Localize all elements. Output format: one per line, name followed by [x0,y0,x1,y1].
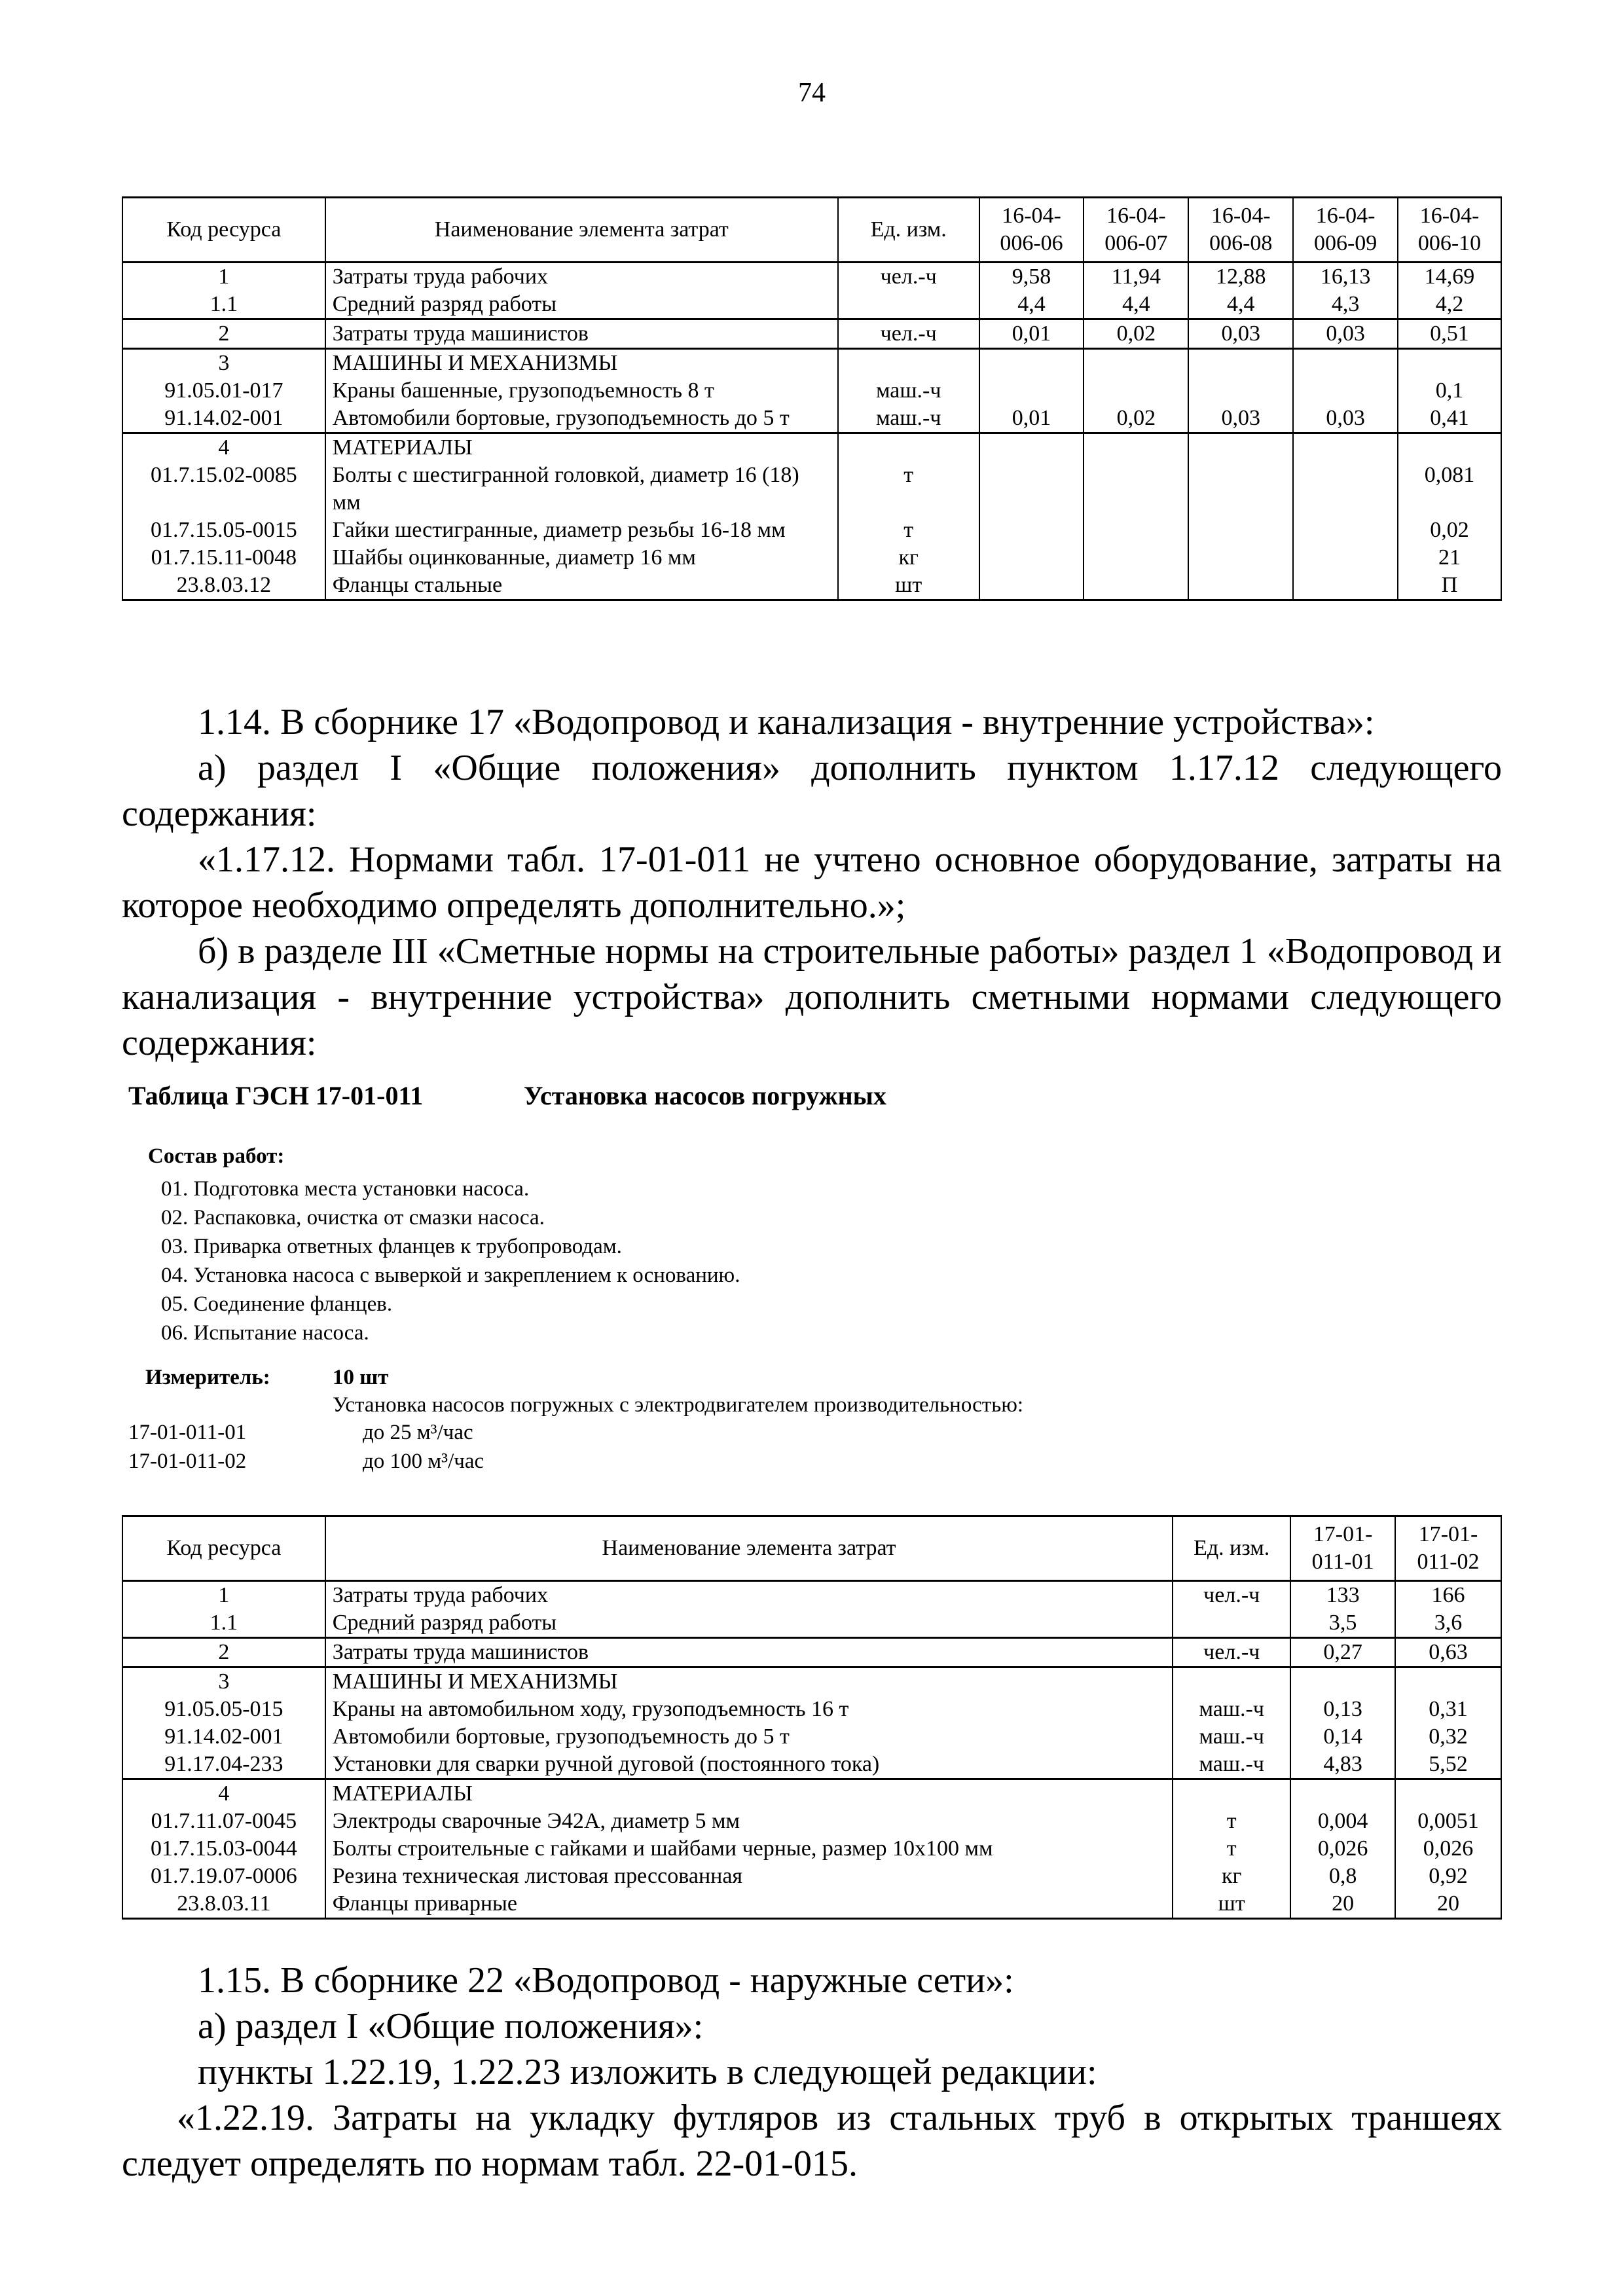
value-cell: 0,026 [1290,1835,1395,1863]
value-cell [1290,1667,1395,1696]
value-cell: 3,5 [1290,1609,1395,1638]
value-cell: 0,03 [1293,319,1398,349]
value-cell: 4,3 [1293,291,1398,319]
value-cell [1293,462,1398,517]
value-cell [1084,377,1188,405]
value-cell [1293,433,1398,462]
list-item: 05. Соединение фланцев. [161,1292,393,1316]
measure-value: 10 шт [333,1366,389,1389]
table-row [122,1581,1501,1610]
value-cell: 0,32 [1395,1723,1501,1751]
table-row [122,1808,1501,1835]
unit-cell: маш.-ч [1173,1751,1290,1779]
value-cell: 0,27 [1290,1638,1395,1667]
resource-code-cell: 23.8.03.12 [122,572,325,600]
resource-table-16-04-006 [122,196,1502,601]
value-cell: 0,03 [1293,405,1398,433]
value-cell [1188,349,1293,378]
resource-name-cell: МАТЕРИАЛЫ [325,433,838,462]
value-cell: 0,02 [1084,319,1188,349]
value-cell: 0,026 [1395,1835,1501,1863]
table-row [122,1890,1501,1919]
table-row [122,462,1501,517]
resource-name-cell: Краны башенные, грузоподъемность 8 т [325,377,838,405]
unit-cell [838,349,979,378]
value-cell: 0,01 [979,405,1084,433]
resource-code-cell: 91.14.02-001 [122,405,325,433]
value-cell [1188,572,1293,600]
resource-code-cell: 01.7.15.03-0044 [122,1835,325,1863]
resource-name-cell: Электроды сварочные Э42А, диаметр 5 мм [325,1808,1173,1835]
table-row [122,291,1501,319]
unit-cell [1173,1779,1290,1808]
resource-code-cell: 1 [122,263,325,291]
value-cell: 4,83 [1290,1751,1395,1779]
list-item: 01. Подготовка места установки насоса. [161,1177,530,1201]
table-row [122,377,1501,405]
value-cell [1398,349,1501,378]
resource-name-cell: Средний разряд работы [325,1609,1173,1638]
resource-name-cell: Установки для сварки ручной дуговой (постоянного тока) [325,1751,1173,1779]
paragraph: а) раздел I «Общие положения»: [198,2006,704,2047]
value-cell [979,433,1084,462]
value-cell [1293,572,1398,600]
table-row [122,1835,1501,1863]
paragraph: пункты 1.22.19, 1.22.23 изложить в следующей редакции: [198,2052,1097,2092]
value-cell [1293,517,1398,544]
value-cell: 5,52 [1395,1751,1501,1779]
value-cell: 0,41 [1398,405,1501,433]
unit-cell: чел.-ч [1173,1638,1290,1667]
table-row [122,319,1501,349]
value-cell: 0,03 [1188,405,1293,433]
resource-code-cell: 91.05.01-017 [122,377,325,405]
unit-cell: шт [838,572,979,600]
resource-name-cell: Краны на автомобильном ходу, грузоподъемность 16 т [325,1696,1173,1723]
paragraph: 1.15. В сборнике 22 «Водопровод - наружные сети»: [198,1960,1014,2001]
resource-code-cell: 23.8.03.11 [122,1890,325,1919]
value-cell [1084,544,1188,572]
value-cell: 4,4 [1188,291,1293,319]
unit-cell: т [838,462,979,517]
value-cell: 11,94 [1084,263,1188,291]
value-cell [1188,544,1293,572]
norm-description: до 100 м³/час [363,1449,484,1473]
value-cell [979,377,1084,405]
resource-code-cell: 4 [122,1779,325,1808]
table-row [122,1723,1501,1751]
norm-code: 17-01-011-02 [128,1449,247,1473]
value-cell: П [1398,572,1501,600]
value-cell: 0,31 [1395,1696,1501,1723]
value-cell: 0,0051 [1395,1808,1501,1835]
value-cell: 9,58 [979,263,1084,291]
resource-name-cell: Резина техническая листовая прессованная [325,1863,1173,1890]
value-cell [1084,572,1188,600]
amendment-text-1-15 [122,1958,1502,2187]
unit-cell: т [838,517,979,544]
value-cell: 0,13 [1290,1696,1395,1723]
value-cell [1395,1779,1501,1808]
paragraph: «1.17.12. Нормами табл. 17-01-011 не учтено основное оборудование, затраты на которое необходимо определять дополнительно.»; [122,839,1502,926]
value-cell [1084,349,1188,378]
resource-code-cell: 91.17.04-233 [122,1751,325,1779]
resource-name-cell: Фланцы стальные [325,572,838,600]
value-cell [979,349,1084,378]
value-cell: 166 [1395,1581,1501,1610]
resource-name-cell: Затраты труда рабочих [325,263,838,291]
value-cell [979,517,1084,544]
resource-name-cell: МАШИНЫ И МЕХАНИЗМЫ [325,349,838,378]
table-row [122,1667,1501,1696]
table-row [122,517,1501,544]
header-code: Код ресурса [122,1516,325,1581]
value-cell [979,572,1084,600]
value-cell: 20 [1290,1890,1395,1919]
resource-code-cell: 2 [122,319,325,349]
unit-cell: маш.-ч [1173,1723,1290,1751]
table-row [122,263,1501,291]
unit-cell [838,291,979,319]
value-cell: 0,14 [1290,1723,1395,1751]
value-cell: 4,4 [1084,291,1188,319]
norm-code: 17-01-011-01 [128,1421,247,1444]
list-item: 04. Установка насоса с выверкой и закреплением к основанию. [161,1264,740,1287]
resource-code-cell: 4 [122,433,325,462]
resource-code-cell: 1.1 [122,291,325,319]
resource-name-cell: Затраты труда рабочих [325,1581,1173,1610]
gesn-table-name: Установка насосов погружных [524,1081,886,1110]
resource-name-cell: Автомобили бортовые, грузоподъемность до 5 т [325,1723,1173,1751]
unit-cell: чел.-ч [1173,1581,1290,1610]
resource-name-cell: Гайки шестигранные, диаметр резьбы 16-18 мм [325,517,838,544]
header-norm: 16-04-006-06 [979,198,1084,263]
resource-code-cell: 01.7.15.11-0048 [122,544,325,572]
table-row [122,1638,1501,1667]
work-composition-list [161,1175,740,1347]
resource-name-cell: МАШИНЫ И МЕХАНИЗМЫ [325,1667,1173,1696]
value-cell: 0,92 [1395,1863,1501,1890]
header-unit: Ед. изм. [1173,1516,1290,1581]
resource-code-cell: 3 [122,1667,325,1696]
value-cell [1293,544,1398,572]
value-cell: 16,13 [1293,263,1398,291]
value-cell: 0,081 [1398,462,1501,517]
header-norm: 17-01-011-02 [1395,1516,1501,1581]
value-cell: 0,63 [1395,1638,1501,1667]
resource-code-cell: 1.1 [122,1609,325,1638]
value-cell [1395,1667,1501,1696]
value-cell [979,544,1084,572]
value-cell [1398,433,1501,462]
resource-table-17-01-011 [122,1515,1502,1920]
value-cell [1084,517,1188,544]
value-cell: 4,2 [1398,291,1501,319]
value-cell [1290,1779,1395,1808]
table-header-row [122,198,1501,263]
value-cell [979,462,1084,517]
resource-code-cell: 01.7.19.07-0006 [122,1863,325,1890]
resource-code-cell: 01.7.15.02-0085 [122,462,325,517]
table-row [122,349,1501,378]
value-cell [1188,433,1293,462]
table-body [122,263,1501,600]
resource-name-cell: Затраты труда машинистов [325,1638,1173,1667]
table-row [122,405,1501,433]
value-cell [1293,349,1398,378]
resource-code-cell: 3 [122,349,325,378]
table-row [122,1779,1501,1808]
norm-description: до 25 м³/час [363,1421,473,1444]
value-cell: 0,02 [1398,517,1501,544]
unit-cell: маш.-ч [838,377,979,405]
unit-cell: маш.-ч [838,405,979,433]
header-unit: Ед. изм. [838,198,979,263]
resource-name-cell: Затраты труда машинистов [325,319,838,349]
list-item: 02. Распаковка, очистка от смазки насоса. [161,1206,545,1230]
page-number: 74 [798,78,826,108]
value-cell: 0,8 [1290,1863,1395,1890]
amendment-text-1-14 [122,699,1502,1066]
resource-name-cell: Средний разряд работы [325,291,838,319]
unit-cell: чел.-ч [838,263,979,291]
resource-code-cell: 01.7.11.07-0045 [122,1808,325,1835]
value-cell: 21 [1398,544,1501,572]
list-item: 03. Приварка ответных фланцев к трубопроводам. [161,1235,622,1258]
value-cell [1188,517,1293,544]
resource-code-cell: 1 [122,1581,325,1610]
unit-cell [1173,1609,1290,1638]
table-row [122,1696,1501,1723]
value-cell: 20 [1395,1890,1501,1919]
unit-cell: шт [1173,1890,1290,1919]
table-row [122,544,1501,572]
value-cell: 0,03 [1188,319,1293,349]
resource-name-cell: Фланцы приварные [325,1890,1173,1919]
value-cell [1084,433,1188,462]
table-row [122,1751,1501,1779]
value-cell: 0,01 [979,319,1084,349]
table-header-row [122,1516,1501,1581]
value-cell: 0,1 [1398,377,1501,405]
resource-code-cell: 01.7.15.05-0015 [122,517,325,544]
value-cell: 0,51 [1398,319,1501,349]
unit-cell: кг [838,544,979,572]
value-cell [1293,377,1398,405]
value-cell: 3,6 [1395,1609,1501,1638]
table-row [122,1609,1501,1638]
resource-name-cell: МАТЕРИАЛЫ [325,1779,1173,1808]
header-norm: 16-04-006-10 [1398,198,1501,263]
unit-cell: т [1173,1835,1290,1863]
list-item: 06. Испытание насоса. [161,1321,369,1345]
resource-name-cell: Болты с шестигранной головкой, диаметр 16 (18) мм [325,462,838,517]
header-name: Наименование элемента затрат [325,1516,1173,1581]
table-body [122,1581,1501,1919]
value-cell: 0,004 [1290,1808,1395,1835]
header-name: Наименование элемента затрат [325,198,838,263]
value-cell: 12,88 [1188,263,1293,291]
value-cell: 0,02 [1084,405,1188,433]
unit-cell: чел.-ч [838,319,979,349]
value-cell: 14,69 [1398,263,1501,291]
resource-name-cell: Болты строительные с гайками и шайбами черные, размер 10х100 мм [325,1835,1173,1863]
work-composition-heading: Состав работ: [148,1144,285,1168]
unit-cell: кг [1173,1863,1290,1890]
paragraph: «1.22.19. Затраты на укладку футляров из стальных труб в открытых траншеях следует определять по нормам табл. 22-01-015. [122,2098,1502,2184]
paragraph: б) в разделе III «Сметные нормы на строительные работы» раздел 1 «Водопровод и канализация - внутренние устройства» дополнить сметными нормами следующего содержания: [122,931,1502,1063]
resource-name-cell: Автомобили бортовые, грузоподъемность до 5 т [325,405,838,433]
value-cell [1188,377,1293,405]
value-cell: 133 [1290,1581,1395,1610]
gesn-table-title: Таблица ГЭСН 17-01-011 [128,1081,424,1110]
table-row [122,1863,1501,1890]
value-cell [1188,462,1293,517]
paragraph: 1.14. В сборнике 17 «Водопровод и канализация - внутренние устройства»: [198,702,1375,742]
table-row [122,433,1501,462]
header-norm: 16-04-006-07 [1084,198,1188,263]
unit-cell: маш.-ч [1173,1696,1290,1723]
unit-cell: т [1173,1808,1290,1835]
resource-code-cell: 91.14.02-001 [122,1723,325,1751]
measure-label: Измеритель: [145,1366,270,1389]
value-cell [1084,462,1188,517]
resource-code-cell: 91.05.05-015 [122,1696,325,1723]
paragraph: а) раздел I «Общие положения» дополнить пунктом 1.17.12 следующего содержания: [122,748,1502,834]
resource-name-cell: Шайбы оцинкованные, диаметр 16 мм [325,544,838,572]
header-norm: 17-01-011-01 [1290,1516,1395,1581]
header-norm: 16-04-006-08 [1188,198,1293,263]
measure-description: Установка насосов погружных с электродвигателем производительностью: [333,1393,1024,1417]
unit-cell [838,433,979,462]
header-code: Код ресурса [122,198,325,263]
unit-cell [1173,1667,1290,1696]
resource-code-cell: 2 [122,1638,325,1667]
value-cell: 4,4 [979,291,1084,319]
table-row [122,572,1501,600]
header-norm: 16-04-006-09 [1293,198,1398,263]
